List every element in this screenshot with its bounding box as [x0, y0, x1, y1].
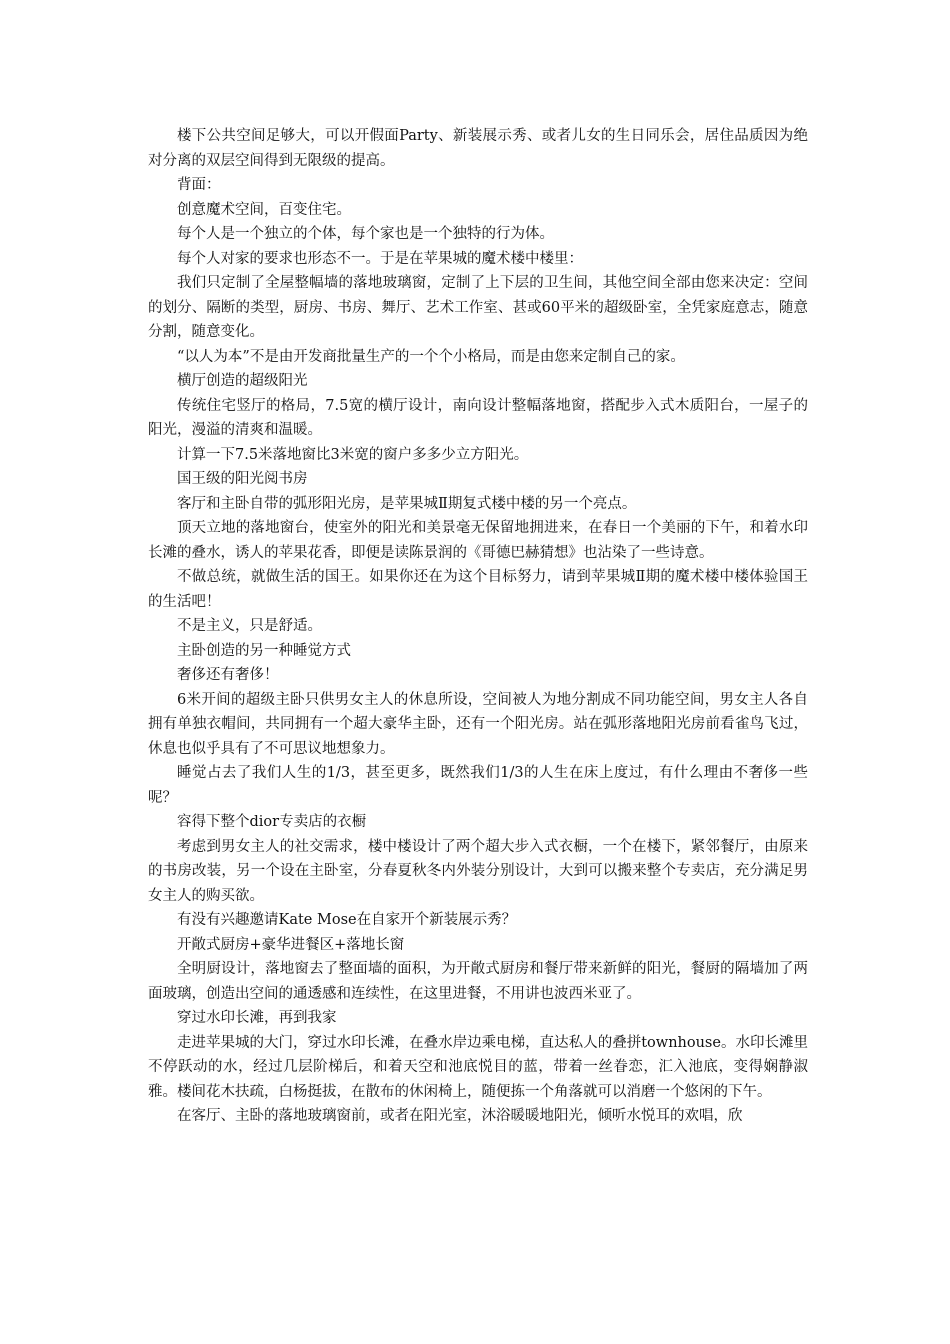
- paragraph-22: 有没有兴趣邀请Kate Mose在自家开个新装展示秀？: [177, 912, 517, 928]
- paragraph-15: 不是主义，只是舒适。: [177, 618, 322, 634]
- section-heading-reading-room: 国王级的阳光阅书房: [177, 471, 308, 487]
- section-heading-water-beach: 穿过水印长滩，再到我家: [177, 1010, 337, 1026]
- paragraph-21: 考虑到男女主人的社交需求，楼中楼设计了两个超大步入式衣橱，一个在楼下，紧邻餐厅，由原来的书房改装，另一个设在主卧室，分春夏秋冬内外装分别设计，大到可以搬来整个专卖店，充分满足男女主人的购买欲。: [148, 838, 808, 904]
- paragraph-9: 传统住宅竖厅的格局，7.5宽的横厅设计，南向设计整幅落地窗，搭配步入式木质阳台，一屋子的阳光，漫溢的清爽和温暖。: [148, 397, 808, 438]
- paragraph-12: 客厅和主卧自带的弧形阳光房，是苹果城Ⅱ期复式楼中楼的另一个亮点。: [177, 495, 637, 512]
- paragraph-17: 奢侈还有奢侈！: [177, 667, 279, 683]
- paragraph-5: 每个人对家的要求也形态不一。于是在苹果城的魔术楼中楼里：: [177, 250, 583, 267]
- section-heading-sunlight: 横厅创造的超级阳光: [177, 373, 308, 389]
- paragraph-19: 睡觉占去了我们人生的1/3，甚至更多，既然我们1/3的人生在床上度过，有什么理由不奢侈一些呢？: [148, 765, 808, 806]
- section-heading-wardrobe: 容得下整个dior专卖店的衣橱: [177, 814, 367, 830]
- paragraph-6: 我们只定制了全屋整幅墙的落地玻璃窗，定制了上下层的卫生间，其他空间全部由您来决定：空间的划分、隔断的类型，厨房、书房、舞厅、艺术工作室、甚或60平米的超级卧室，全凭家庭意志，随意分割，随意变化。: [148, 275, 808, 340]
- paragraph-26: 走进苹果城的大门，穿过水印长滩，在叠水岸边乘电梯，直达私人的叠拼townhouse。水印长滩里不停跃动的水，经过几层阶梯后，和着天空和池底悦目的蓝，带着一丝眷恋，汇入池底，变得娴静淑雅。楼间花木扶疏，白杨挺拔，在散布的休闲椅上，随便拣一个角落就可以消磨一个悠闲的下午。: [148, 1034, 808, 1100]
- paragraph-4: 每个人是一个独立的个体，每个家也是一个独特的行为体。: [177, 226, 554, 242]
- paragraph-13: 顶天立地的落地窗台，使室外的阳光和美景毫无保留地拥进来，在春日一个美丽的下午，和着水印长滩的叠水，诱人的苹果花香，即便是读陈景润的《哥德巴赫猜想》也沾染了一些诗意。: [148, 520, 808, 561]
- section-heading-kitchen: 开敞式厨房+豪华进餐区+落地长窗: [177, 936, 405, 953]
- section-heading-master-bedroom: 主卧创造的另一种睡觉方式: [177, 642, 351, 659]
- paragraph-27: 在客厅、主卧的落地玻璃窗前，或者在阳光室，沐浴暖暖地阳光，倾听水悦耳的欢唱，欣: [177, 1108, 743, 1124]
- document-page: [148, 124, 808, 1129]
- paragraph-10: 计算一下7.5米落地窗比3米宽的窗户多多少立方阳光。: [177, 446, 529, 463]
- paragraph-1: 楼下公共空间足够大，可以开假面Party、新装展示秀、或者儿女的生日同乐会，居住品质因为绝对分离的双层空间得到无限级的提高。: [148, 128, 808, 169]
- paragraph-2: 背面：: [177, 177, 221, 193]
- paragraph-14: 不做总统，就做生活的国王。如果你还在为这个目标努力，请到苹果城Ⅱ期的魔术楼中楼体验国王的生活吧！: [148, 569, 808, 610]
- paragraph-3: 创意魔术空间，百变住宅。: [177, 201, 351, 218]
- paragraph-18: 6米开间的超级主卧只供男女主人的休息所设，空间被人为地分割成不同功能空间，男女主人各自拥有单独衣帽间，共同拥有一个超大豪华主卧，还有一个阳光房。站在弧形落地阳光房前看雀鸟飞过，休息也似乎具有了不可思议地想象力。: [148, 691, 808, 757]
- paragraph-24: 全明厨设计，落地窗去了整面墙的面积，为开敞式厨房和餐厅带来新鲜的阳光，餐厨的隔墙加了两面玻璃，创造出空间的通透感和连续性，在这里进餐，不用讲也波西米亚了。: [148, 961, 808, 1002]
- paragraph-7: “以人为本”不是由开发商批量生产的一个个小格局，而是由您来定制自己的家。: [177, 348, 685, 365]
